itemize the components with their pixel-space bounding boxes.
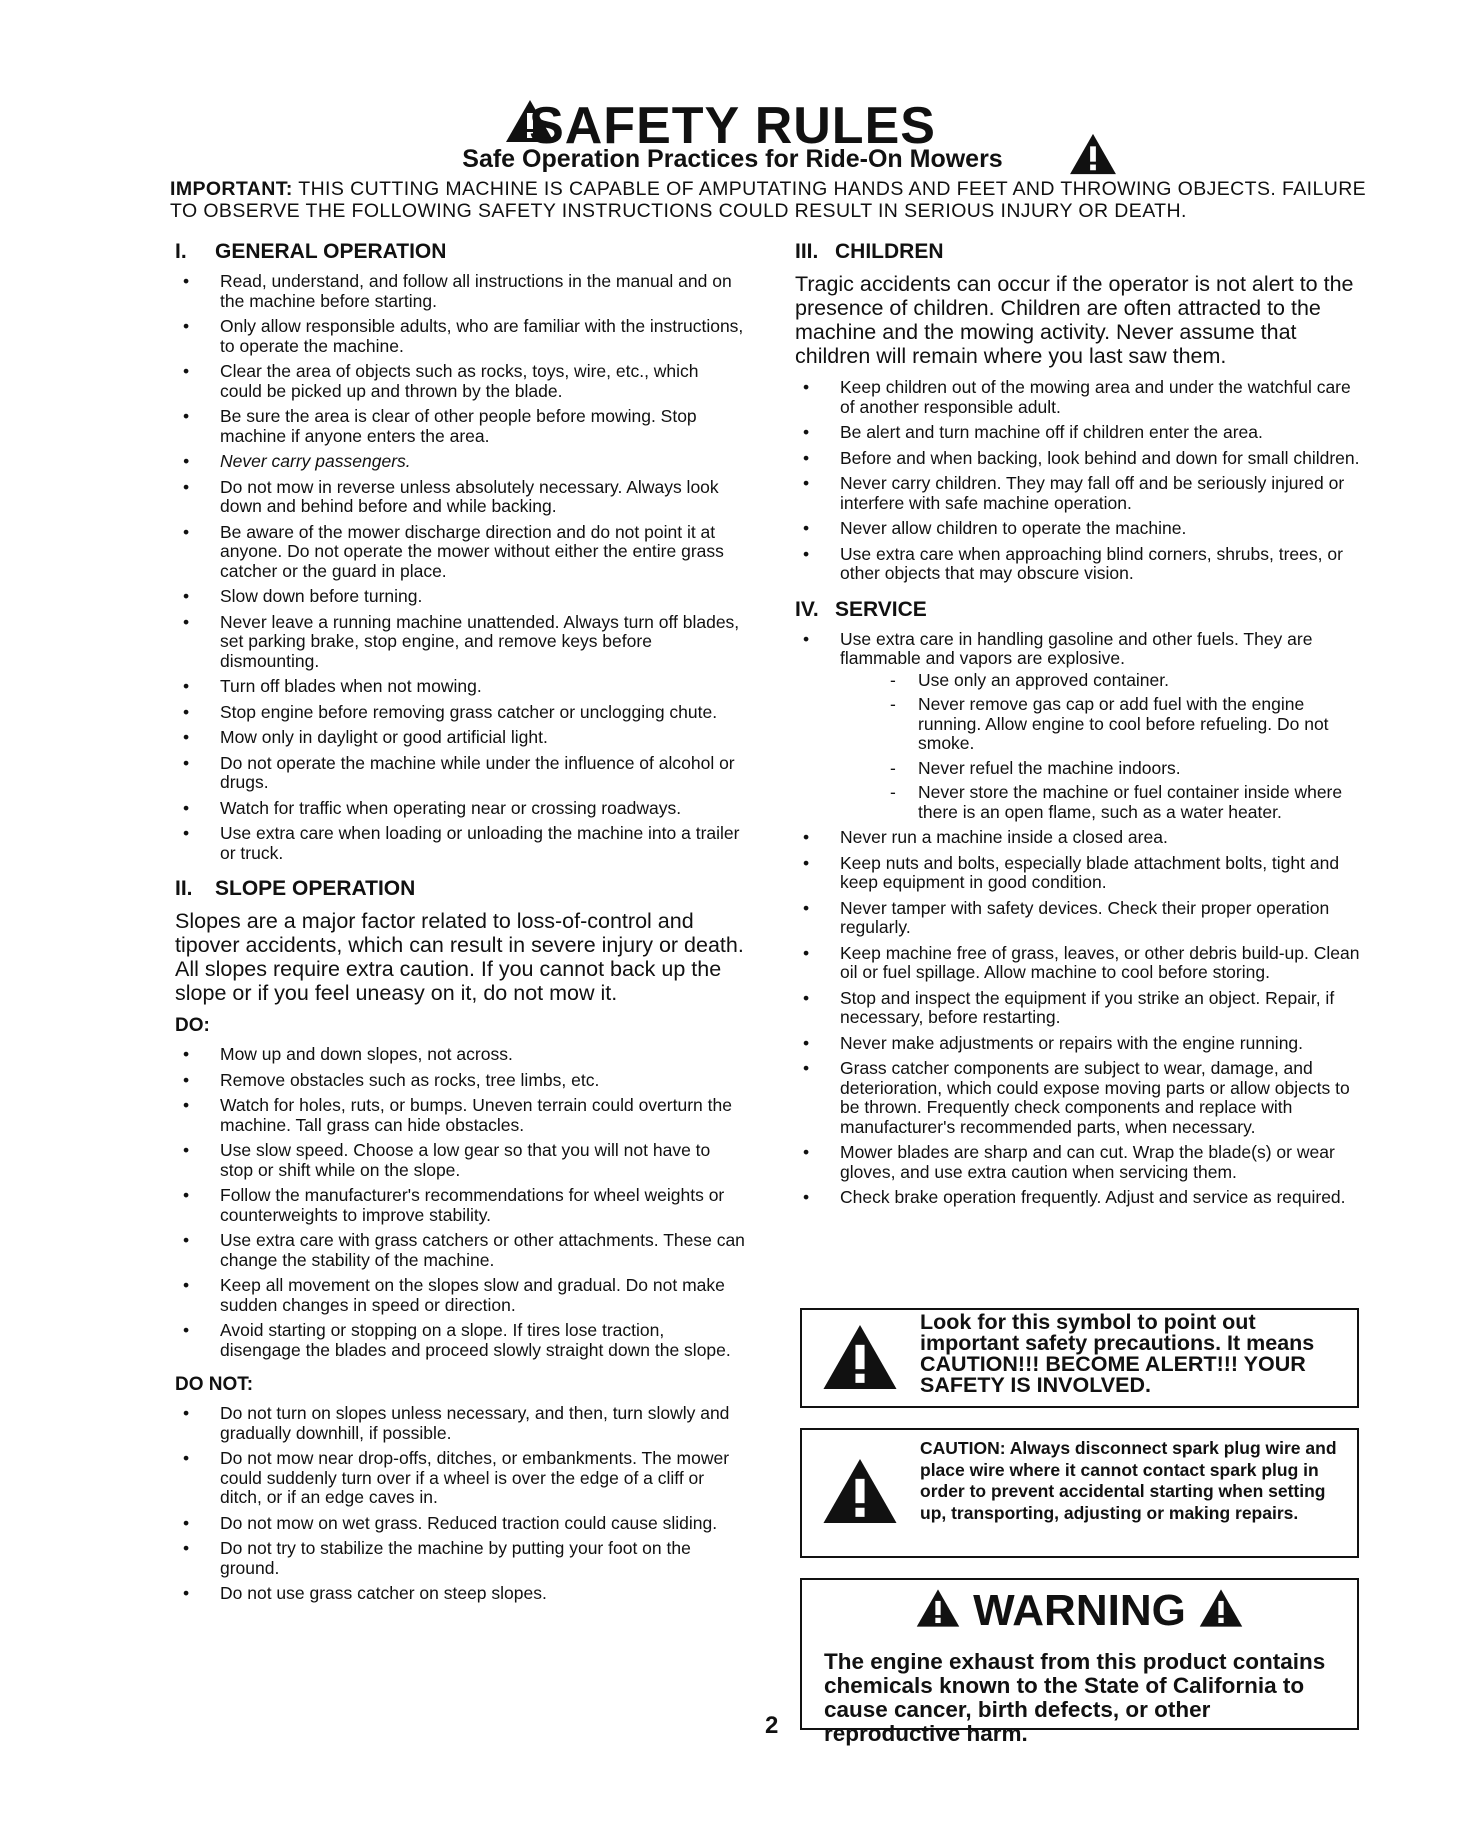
warning-box	[800, 1578, 1359, 1746]
list-item: • Turn off blades when not mowing.	[175, 677, 745, 697]
list-item: • Keep machine free of grass, leaves, or other debris build-up. Clean oil or fuel spillage. Allow machine to cool before storing.	[795, 944, 1365, 983]
list-item: • Check brake operation frequently. Adjust and service as required.	[795, 1188, 1365, 1208]
section-heading-service: IV. SERVICE	[795, 597, 927, 621]
list-item: • Do not turn on slopes unless necessary, and then, turn slowly and gradually downhill, if possible.	[175, 1404, 745, 1443]
list-item: • Use extra care in handling gasoline and other fuels. They are flammable and vapors are explosive. - Use only an approved container. - Never remove gas cap or add fuel with the engine running. Allow engine to cool before refueling. Do not smoke. - Never refuel the machine indoors. - Never store the machine or fuel container inside where there is an open flame, such as a water heater.	[795, 630, 1365, 823]
sub-list-item: - Never remove gas cap or add fuel with the engine running. Allow engine to cool before refueling. Do not smoke.	[840, 695, 1365, 754]
list-item: • Keep nuts and bolts, especially blade attachment bolts, tight and keep equipment in good condition.	[795, 854, 1365, 893]
warning-heading	[802, 1586, 1357, 1636]
list-item: • Stop engine before removing grass catcher or unclogging chute.	[175, 703, 745, 723]
list-item: • Never allow children to operate the machine.	[795, 519, 1365, 539]
list-item: • Stop and inspect the equipment if you strike an object. Repair, if necessary, before restarting.	[795, 989, 1365, 1028]
list-item: • Do not operate the machine while under the influence of alcohol or drugs.	[175, 754, 745, 793]
list-item: • Use extra care with grass catchers or other attachments. These can change the stability of the machine.	[175, 1231, 745, 1270]
left-column	[175, 240, 745, 1618]
page-title: SAFETY RULES	[529, 97, 936, 155]
list-item: • Never carry children. They may fall off and be seriously injured or interfere with safe machine operation.	[795, 474, 1365, 513]
list-item: • Only allow responsible adults, who are familiar with the instructions, to operate the machine.	[175, 317, 745, 356]
list-item: • Keep children out of the mowing area and under the watchful care of another responsible adult.	[795, 378, 1365, 417]
general-list	[175, 272, 745, 863]
list-item: • Be sure the area is clear of other people before mowing. Stop machine if anyone enters the area.	[175, 407, 745, 446]
do-not-label: DO NOT:	[175, 1374, 254, 1395]
list-item: • Avoid starting or stopping on a slope. If tires lose traction, disengage the blades and proceed slowly straight down the slope.	[175, 1321, 745, 1360]
children-intro: Tragic accidents can occur if the operator is not alert to the presence of children. Children are often attracted to the machine and the mowing activity. Never assume that children will remain where you last saw them.	[795, 272, 1354, 368]
safety-symbol-box	[800, 1308, 1359, 1408]
important-text: THIS CUTTING MACHINE IS CAPABLE OF AMPUTATING HANDS AND FEET AND THROWING OBJECTS. FAILURE TO OBSERVE THE FOLLOWING SAFETY INSTRUCTIONS COULD RESULT IN SERIOUS INJURY OR DEATH.	[170, 178, 1367, 222]
caution-text: CAUTION: Always disconnect spark plug wire and place wire where it cannot contact spark plug in order to prevent accidental starting when setting up, transporting, adjusting or making repairs.	[920, 1438, 1337, 1523]
sub-list-item: - Never store the machine or fuel container inside where there is an open flame, such as a water heater.	[840, 783, 1365, 822]
list-item: • Grass catcher components are subject to wear, damage, and deterioration, which could expose moving parts or allow objects to be thrown. Frequently check components and replace with manufacturer's recommended parts, when necessary.	[795, 1059, 1365, 1137]
list-item: • Mow up and down slopes, not across.	[175, 1045, 745, 1065]
list-item: • Clear the area of objects such as rocks, toys, wire, etc., which could be picked up and thrown by the blade.	[175, 362, 745, 401]
section-heading-children: III. CHILDREN	[795, 240, 944, 263]
list-item: • Never run a machine inside a closed area.	[795, 828, 1365, 848]
section-heading-slope: II. SLOPE OPERATION	[175, 877, 416, 900]
list-item: • Watch for traffic when operating near or crossing roadways.	[175, 799, 745, 819]
list-item: • Do not mow near drop-offs, ditches, or embankments. The mower could suddenly turn over if a wheel is over the edge of a cliff or ditch, or if an edge caves in.	[175, 1449, 745, 1508]
children-list	[795, 378, 1365, 584]
warning-text: The engine exhaust from this product contains chemicals known to the State of California to cause cancer, birth defects, or other reproductive harm.	[824, 1649, 1326, 1746]
list-item: • Mower blades are sharp and can cut. Wrap the blade(s) or wear gloves, and use extra caution when servicing them.	[795, 1143, 1365, 1182]
list-item: • Never tamper with safety devices. Check their proper operation regularly.	[795, 899, 1365, 938]
warning-triangle-icon	[820, 1456, 900, 1526]
important-notice	[170, 178, 1370, 222]
sub-list-item: - Use only an approved container.	[840, 671, 1365, 691]
list-item: • Be aware of the mower discharge direction and do not point it at anyone. Do not operate the mower without either the entire grass catcher or the guard in place.	[175, 523, 745, 582]
list-item: • Do not use grass catcher on steep slopes.	[175, 1584, 745, 1604]
fuel-sublist	[840, 671, 1365, 823]
caution-box	[800, 1428, 1359, 1558]
list-item: • Use extra care when loading or unloading the machine into a trailer or truck.	[175, 824, 745, 863]
list-item: • Never carry passengers.	[175, 452, 745, 472]
warning-triangle-icon	[820, 1322, 900, 1392]
list-item: • Before and when backing, look behind and down for small children.	[795, 449, 1365, 469]
list-item: • Do not mow in reverse unless absolutely necessary. Always look down and behind before and while backing.	[175, 478, 745, 517]
list-item: • Do not mow on wet grass. Reduced traction could cause sliding.	[175, 1514, 745, 1534]
right-column	[795, 240, 1365, 1222]
do-list	[175, 1045, 745, 1360]
list-item: • Slow down before turning.	[175, 587, 745, 607]
list-item: • Follow the manufacturer's recommendations for wheel weights or counterweights to improve stability.	[175, 1186, 745, 1225]
warning-triangle-icon	[1068, 132, 1118, 176]
service-list	[795, 630, 1365, 1208]
slope-intro: Slopes are a major factor related to loss-of-control and tipover accidents, which can result in severe injury or death. All slopes require extra caution. If you cannot back up the slope or if you feel uneasy on it, do not mow it.	[175, 909, 744, 1005]
safety-symbol-text: Look for this symbol to point out important safety precautions. It means CAUTION!!! BECOME ALERT!!! YOUR SAFETY IS INVOLVED.	[920, 1310, 1315, 1397]
list-item: • Watch for holes, ruts, or bumps. Uneven terrain could overturn the machine. Tall grass can hide obstacles.	[175, 1096, 745, 1135]
do-not-list	[175, 1404, 745, 1604]
list-item: • Do not try to stabilize the machine by putting your foot on the ground.	[175, 1539, 745, 1578]
list-item: • Use extra care when approaching blind corners, shrubs, trees, or other objects that may obscure vision.	[795, 545, 1365, 584]
do-label: DO:	[175, 1015, 210, 1036]
section-heading-general: I. GENERAL OPERATION	[175, 240, 447, 263]
important-label: IMPORTANT:	[170, 178, 293, 200]
warning-triangle-icon	[1198, 1587, 1244, 1629]
warning-triangle-icon	[915, 1587, 961, 1629]
list-item: • Read, understand, and follow all instructions in the manual and on the machine before starting.	[175, 272, 745, 311]
list-item: • Never leave a running machine unattended. Always turn off blades, set parking brake, stop engine, and remove keys before dismounting.	[175, 613, 745, 672]
list-item: • Be alert and turn machine off if children enter the area.	[795, 423, 1365, 443]
page-number: 2	[765, 1712, 779, 1739]
list-item: • Keep all movement on the slopes slow and gradual. Do not make sudden changes in speed or direction.	[175, 1276, 745, 1315]
sub-list-item: - Never refuel the machine indoors.	[840, 759, 1365, 779]
warning-title: WARNING	[973, 1586, 1186, 1635]
list-item: • Use slow speed. Choose a low gear so that you will not have to stop or shift while on the slope.	[175, 1141, 745, 1180]
list-item: • Never make adjustments or repairs with the engine running.	[795, 1034, 1365, 1054]
page-subtitle: Safe Operation Practices for Ride-On Mowers	[462, 145, 1003, 173]
list-item: • Mow only in daylight or good artificial light.	[175, 728, 745, 748]
list-item: • Remove obstacles such as rocks, tree limbs, etc.	[175, 1071, 745, 1091]
